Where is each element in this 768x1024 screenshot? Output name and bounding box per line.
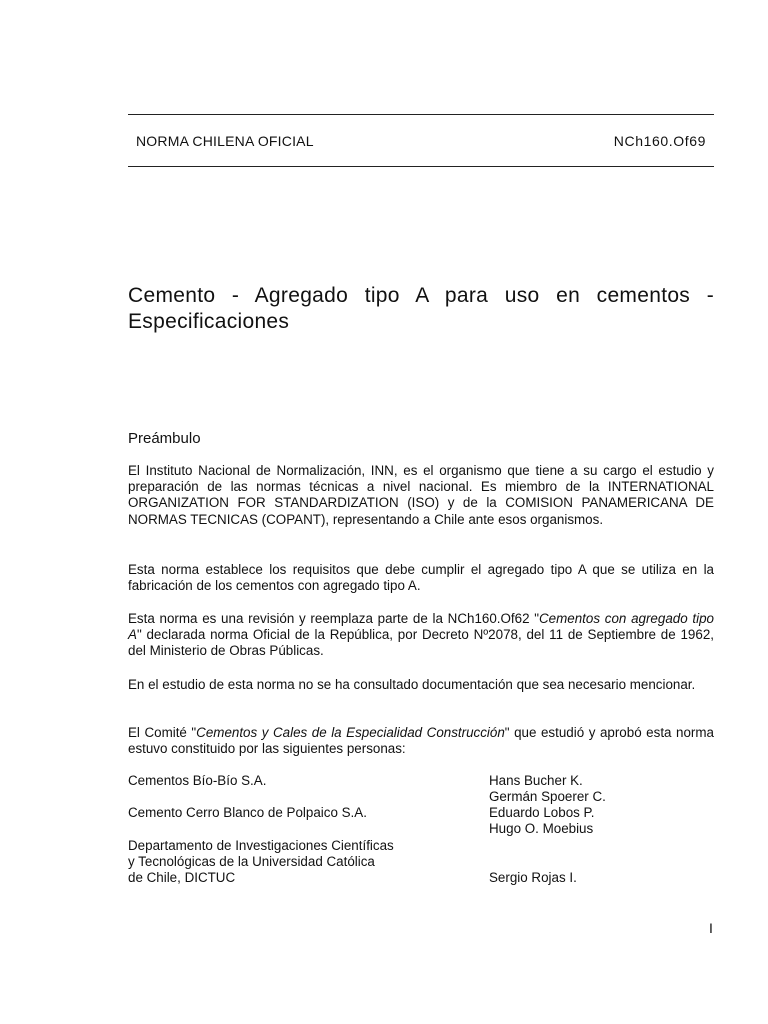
page-number: I bbox=[709, 920, 713, 936]
paragraph-5-text-start: El Comité " bbox=[128, 725, 197, 740]
header-standard-code: NCh160.Of69 bbox=[613, 133, 706, 149]
preamble-paragraph-5 bbox=[128, 725, 714, 757]
committee-organization-line: y Tecnológicas de la Universidad Católica bbox=[128, 854, 375, 869]
referenced-standard-title: Cementos con agregado tipo A bbox=[128, 611, 714, 643]
header-standard-label: NORMA CHILENA OFICIAL bbox=[136, 133, 314, 149]
header-top-rule bbox=[128, 114, 714, 115]
paragraph-3-text-start: Esta norma es una revisión y reemplaza parte de la NCh160.Of62 " bbox=[128, 611, 540, 626]
committee-organization: Departamento de Investigaciones Científicas bbox=[128, 838, 394, 853]
committee-member: Sergio Rojas I. bbox=[489, 870, 577, 885]
committee-member: Germán Spoerer C. bbox=[489, 789, 606, 804]
committee-member: Hugo O. Moebius bbox=[489, 821, 594, 836]
document-title: Cemento - Agregado tipo A para uso en cementos - Especificaciones bbox=[128, 284, 714, 333]
paragraph-3-text-end: " declarada norma Oficial de la República, por Decreto Nº2078, del 11 de Septiembre de 1962, del Ministerio de Obras Públicas. bbox=[128, 627, 714, 659]
committee-organization-line: de Chile, DICTUC bbox=[128, 870, 236, 885]
preamble-heading: Preámbulo bbox=[128, 430, 201, 447]
preamble-paragraph-1: El Instituto Nacional de Normalización, INN, es el organismo que tiene a su cargo el estudio y preparación de las normas técnicas a nivel nacional. Es miembro de la INTERNATIONAL ORGANIZATION FOR STANDARDIZATION (ISO) y de la COMISION PANAMERICANA DE NORMAS TECNICAS (COPANT), representando a Chile ante esos organismos. bbox=[128, 463, 714, 527]
committee-member: Hans Bucher K. bbox=[489, 773, 583, 788]
preamble-paragraph-2: Esta norma establece los requisitos que debe cumplir el agregado tipo A que se utiliza en la fabricación de los cementos con agregado tipo A. bbox=[128, 562, 714, 594]
header-bottom-rule bbox=[128, 166, 714, 167]
preamble-paragraph-4: En el estudio de esta norma no se ha consultado documentación que sea necesario mencionar. bbox=[128, 677, 696, 692]
preamble-paragraph-3 bbox=[128, 611, 714, 660]
committee-organization: Cementos Bío-Bío S.A. bbox=[128, 773, 267, 788]
committee-member: Eduardo Lobos P. bbox=[489, 805, 595, 820]
paragraph-5-text-end: " que estudió y aprobó esta norma estuvo constituido por las siguientes personas: bbox=[128, 725, 714, 757]
committee-name: Cementos y Cales de la Especialidad Construcción bbox=[196, 725, 505, 740]
committee-organization: Cemento Cerro Blanco de Polpaico S.A. bbox=[128, 805, 367, 820]
